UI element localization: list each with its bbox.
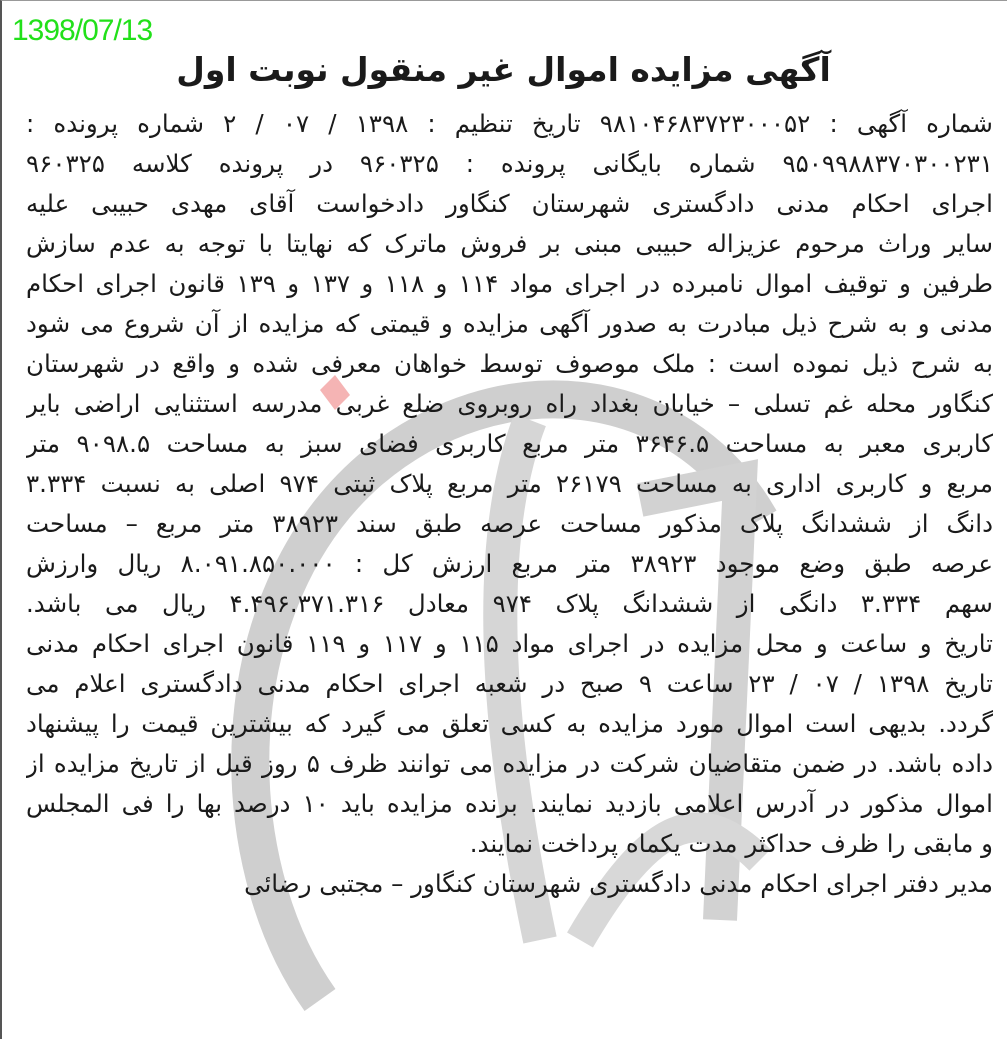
- stamp-date: 1398/07/13: [12, 14, 153, 47]
- notice-line: مربع و کاربری اداری به مساحت ۲۶۱۷۹ متر مربع پلاک ثبتی ۹۷۴ اصلی به نسبت ۳.۳۳۴: [26, 469, 993, 498]
- notice-line: سایر وراث مرحوم عزیزاله حبیبی مبنی بر فروش ماترک که نهایتا با توجه به عدم سازش: [26, 229, 993, 258]
- notice-line: کنگاور محله غم تسلی – خیابان بغداد راه روبروی ضلع غربی مدرسه استثنایی اراضی بایر: [26, 389, 993, 418]
- notice-line: مدنی و به شرح ذیل مبادرت به صدور آگهی مزایده و قیمتی که مزایده از آن شروع می شود: [26, 309, 993, 338]
- notice-line: عرصه طبق وضع موجود ۳۸۹۲۳ متر مربع ارزش کل : ۸.۰۹۱.۸۵۰.۰۰۰ ریال وارزش: [26, 549, 993, 578]
- notice-line: دانگ از ششدانگ پلاک مذکور مساحت عرصه طبق سند ۳۸۹۲۳ متر مربع – مساحت: [26, 509, 993, 538]
- notice-line: اجرای احکام مدنی دادگستری شهرستان کنگاور دادخواست آقای مهدی حبیبی علیه: [26, 189, 993, 218]
- notice-line: تاریخ و ساعت و محل مزایده در اجرای مواد ۱۱۵ و ۱۱۷ و ۱۱۹ قانون اجرای احکام مدنی: [26, 629, 993, 658]
- notice-line: شماره آگهی : ۹۸۱۰۴۶۸۳۷۲۳۰۰۰۵۲ تاریخ تنظیم : ۱۳۹۸ / ۰۷ / ۲ شماره پرونده :: [26, 109, 993, 138]
- signature-line: مدیر دفتر اجرای احکام مدنی دادگستری شهرستان کنگاور – مجتبی رضائی: [244, 869, 993, 898]
- notice-line: داده باشد. در ضمن متقاضیان شرکت در مزایده می توانند ظرف ۵ روز قبل از تاریخ مزایده از: [26, 749, 993, 778]
- notice-line: تاریخ ۱۳۹۸ / ۰۷ / ۲۳ ساعت ۹ صبح در شعبه اجرای احکام مدنی دادگستری اعلام می: [26, 669, 993, 698]
- notice-body: [26, 104, 993, 904]
- notice-line: اموال مذکور در آدرس اعلامی بازدید نمایند. برنده مزایده باید ۱۰ درصد بها را فی المجلس: [26, 789, 993, 818]
- notice-line: و مابقی را ظرف حداکثر مدت یکماه پرداخت نمایند.: [469, 829, 993, 858]
- notice-title: آگهی مزایده اموال غیر منقول نوبت اول: [176, 50, 831, 89]
- notice-line: گردد. بدیهی است اموال مورد مزایده به کسی تعلق می گیرد که بیشترین قیمت را پیشنهاد: [26, 709, 993, 738]
- notice-line: سهم ۳.۳۳۴ دانگی از ششدانگ پلاک ۹۷۴ معادل ۴.۴۹۶.۳۷۱.۳۱۶ ریال می باشد.: [26, 589, 993, 618]
- notice-line: به شرح ذیل نموده است : ملک موصوف توسط خواهان معرفی شده و واقع در شهرستان: [26, 349, 993, 378]
- notice-line: کاربری معبر به مساحت ۳۶۴۶.۵ متر مربع کاربری فضای سبز به مساحت ۹۰۹۸.۵ متر: [26, 429, 993, 458]
- notice-line: ۹۵۰۹۹۸۸۳۷۰۳۰۰۲۳۱ شماره بایگانی پرونده : ۹۶۰۳۲۵ در پرونده کلاسه ۹۶۰۳۲۵: [26, 149, 993, 178]
- notice-line: طرفین و توقیف اموال نامبرده در اجرای مواد ۱۱۴ و ۱۱۸ و ۱۳۷ و ۱۳۹ قانون اجرای احکام: [26, 269, 993, 298]
